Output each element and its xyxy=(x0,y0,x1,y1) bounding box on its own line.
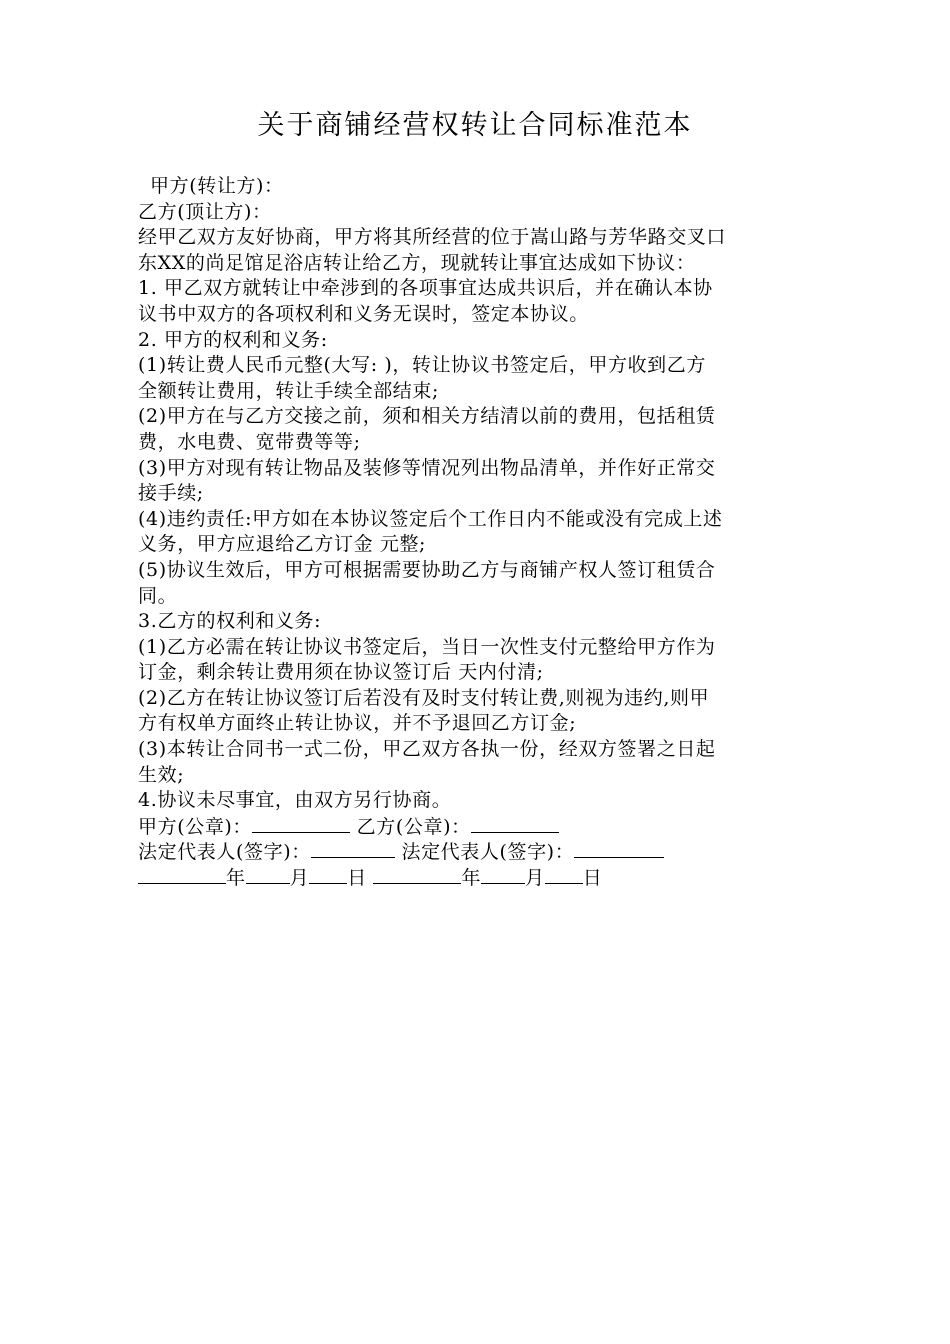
date-b-year-label: 年 xyxy=(461,867,482,890)
contract-body xyxy=(138,174,818,891)
clause-2-5-line-1: (5)协议生效后，甲方可根据需要协助乙方与商铺产权人签订租赁合 xyxy=(138,558,716,581)
date-b-month-label: 月 xyxy=(525,867,545,890)
party-b-seal-label: 乙方(公章)： xyxy=(356,815,471,838)
date-b-month-blank xyxy=(481,865,525,884)
legal-rep-signature-row xyxy=(138,839,818,865)
preamble-line-1: 经甲乙双方友好协商，甲方将其所经营的位于嵩山路与芳华路交叉口 xyxy=(138,226,727,249)
clause-2-heading: 2. 甲方的权利和义务: xyxy=(138,328,328,351)
date-row xyxy=(138,865,818,891)
date-a-year-blank xyxy=(138,865,226,884)
clause-2-5-line-2: 同。 xyxy=(138,584,178,607)
legal-rep-b-blank xyxy=(574,839,664,858)
clause-2-1-line-2: 全额转让费用，转让手续全部结束; xyxy=(138,379,440,402)
date-b-year-blank xyxy=(373,865,461,884)
clause-1-line-2: 议书中双方的各项权利和义务无误时，签定本协议。 xyxy=(138,302,589,325)
clause-2-4-line-2: 义务，甲方应退给乙方订金 元整; xyxy=(138,533,427,556)
party-a-seal-blank xyxy=(252,814,350,833)
date-a-month-label: 月 xyxy=(289,867,310,890)
clause-2-4-line-1: (4)违约责任:甲方如在本协议签定后个工作日内不能或没有完成上述 xyxy=(138,507,723,530)
clause-3-1-line-2: 订金，剩余转让费用须在协议签订后 天内付清; xyxy=(138,661,544,684)
clause-3-3-line-1: (3)本转让合同书一式二份，甲乙双方各执一份，经双方签署之日起 xyxy=(138,738,716,761)
clause-3-2-line-1: (2)乙方在转让协议签订后若没有及时支付转让费,则视为违约,则甲 xyxy=(138,686,710,709)
party-a-line: 甲方(转让方)： xyxy=(150,175,284,197)
party-a-seal-label: 甲方(公章)： xyxy=(138,815,253,838)
document-title: 关于商铺经营权转让合同标准范本 xyxy=(257,110,693,141)
clause-2-1-line-1: (1)转让费人民币元整(大写: )，转让协议书签定后，甲方收到乙方 xyxy=(138,354,706,377)
clause-1-line-1: 1. 甲乙双方就转让中牵涉到的各项事宜达成共识后，并在确认本协 xyxy=(138,277,713,300)
clause-2-3-line-2: 接手续; xyxy=(138,482,204,505)
legal-rep-b-label: 法定代表人(签字)： xyxy=(401,841,575,864)
clause-3-1-line-1: (1)乙方必需在转让协议书签定后，当日一次性支付元整给甲方作为 xyxy=(138,635,716,658)
clause-3-heading: 3.乙方的权利和义务: xyxy=(138,610,322,633)
date-a-year-label: 年 xyxy=(226,867,246,890)
clause-2-2-line-2: 费，水电费、宽带费等等; xyxy=(138,430,361,453)
legal-rep-a-blank xyxy=(311,839,395,858)
clause-3-2-line-2: 方有权单方面终止转让协议，并不予退回乙方订金; xyxy=(138,712,577,735)
clause-4-line: 4.协议未尽事宜，由双方另行协商。 xyxy=(138,789,452,812)
date-b-day-blank xyxy=(545,865,583,884)
seal-signature-row xyxy=(138,814,818,840)
legal-rep-a-label: 法定代表人(签字)： xyxy=(138,841,311,864)
preamble-line-2: 东XX的尚足馆足浴店转让给乙方，现就转让事宜达成如下协议： xyxy=(138,251,696,274)
date-a-day-blank xyxy=(309,865,347,884)
clause-3-3-line-2: 生效; xyxy=(138,763,185,786)
date-a-day-label: 日 xyxy=(347,867,367,890)
clause-2-3-line-1: (3)甲方对现有转让物品及装修等情况列出物品清单，并作好正常交 xyxy=(138,456,716,479)
clause-2-2-line-1: (2)甲方在与乙方交接之前，须和相关方结清以前的费用，包括租赁 xyxy=(138,405,716,428)
party-b-line: 乙方(顶让方)： xyxy=(138,200,272,223)
party-b-seal-blank xyxy=(471,814,559,833)
date-a-month-blank xyxy=(246,865,290,884)
date-b-day-label: 日 xyxy=(582,867,603,890)
